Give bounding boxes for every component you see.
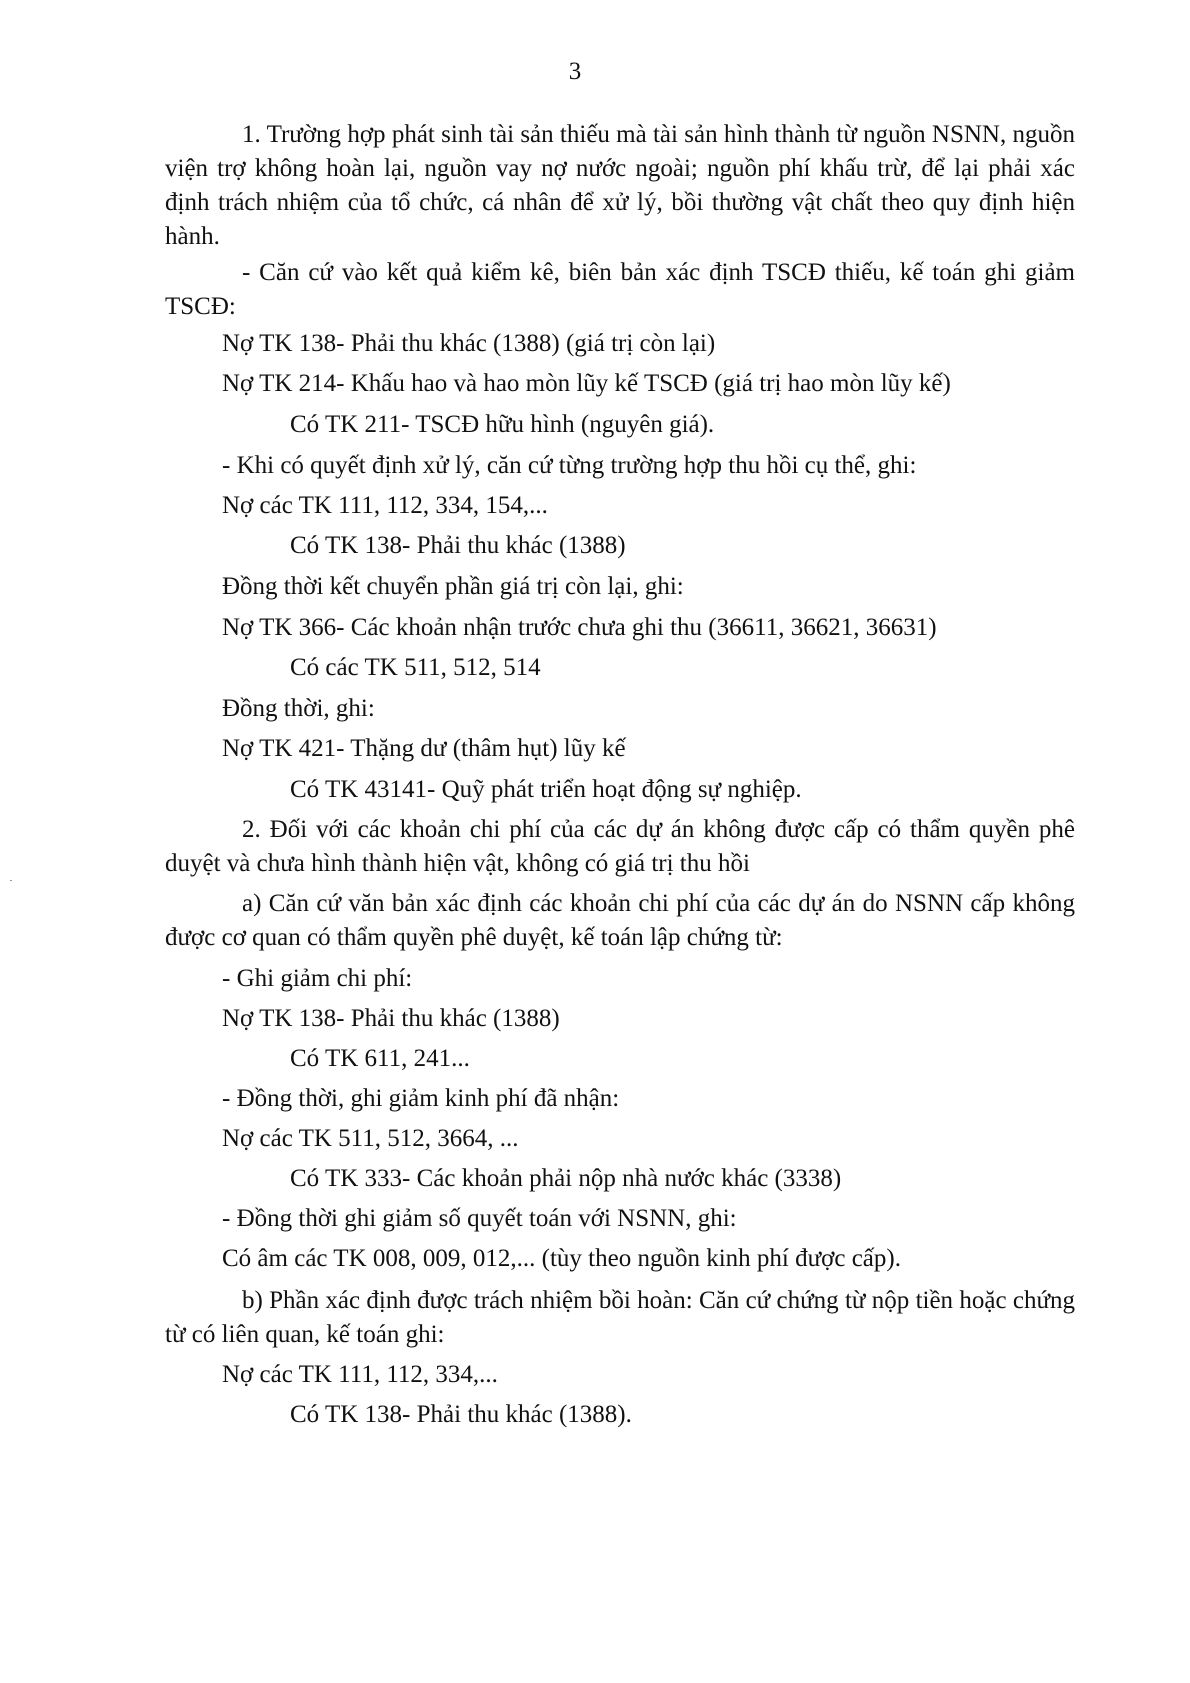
entry-debit-421: Nợ TK 421- Thặng dư (thâm hụt) lũy kế xyxy=(222,735,626,762)
text-decision-handling: - Khi có quyết định xử lý, căn cứ từng trường hợp thu hồi cụ thể, ghi: xyxy=(222,452,917,479)
entry-negative-credit-008: Có âm các TK 008, 009, 012,... (tùy theo nguồn kinh phí được cấp). xyxy=(222,1245,901,1272)
entry-debit-366: Nợ TK 366- Các khoản nhận trước chưa ghi thu (36611, 36621, 36631) xyxy=(222,614,937,641)
entry-debit-138: Nợ TK 138- Phải thu khác (1388) (giá trị còn lại) xyxy=(222,330,716,357)
entry-debit-511-512-3664: Nợ các TK 511, 512, 3664, ... xyxy=(222,1125,519,1152)
entry-debit-138-b: Nợ TK 138- Phải thu khác (1388) xyxy=(222,1005,560,1032)
entry-debit-111-112-334: Nợ các TK 111, 112, 334,... xyxy=(222,1361,498,1388)
entry-credit-138: Có TK 138- Phải thu khác (1388) xyxy=(290,532,626,559)
entry-credit-611-241: Có TK 611, 241... xyxy=(290,1045,470,1072)
entry-credit-211: Có TK 211- TSCĐ hữu hình (nguyên giá). xyxy=(290,411,715,438)
scan-speck xyxy=(10,880,12,881)
paragraph-2-unapproved-costs: 2. Đối với các khoản chi phí của các dự án không được cấp có thẩm quyền phê duyệt và chưa hình thành hiện vật, không có giá trị thu hồi xyxy=(165,816,1075,877)
text-transfer-remaining: Đồng thời kết chuyển phần giá trị còn lại, ghi: xyxy=(222,573,684,600)
paragraph-a-basis: a) Căn cứ văn bản xác định các khoản chi phí của các dự án do NSNN cấp không được cơ quan có thẩm quyền phê duyệt, kế toán lập chứng từ: xyxy=(165,890,1075,951)
text-reduce-funding: - Đồng thời, ghi giảm kinh phí đã nhận: xyxy=(222,1085,620,1112)
entry-credit-43141: Có TK 43141- Quỹ phát triển hoạt động sự nghiệp. xyxy=(290,776,802,803)
entry-debit-214: Nợ TK 214- Khấu hao và hao mòn lũy kế TSCĐ (giá trị hao mòn lũy kế) xyxy=(222,370,951,397)
entry-credit-511-512-514: Có các TK 511, 512, 514 xyxy=(290,654,541,681)
entry-debit-111-112: Nợ các TK 111, 112, 334, 154,... xyxy=(222,492,548,519)
entry-credit-333: Có TK 333- Các khoản phải nộp nhà nước khác (3338) xyxy=(290,1165,842,1192)
text-reduce-settlement: - Đồng thời ghi giảm số quyết toán với NSNN, ghi: xyxy=(222,1205,737,1232)
text-simultaneously: Đồng thời, ghi: xyxy=(222,695,375,722)
page-number: 3 xyxy=(568,58,582,85)
paragraph-b-compensation: b) Phần xác định được trách nhiệm bồi hoàn: Căn cứ chứng từ nộp tiền hoặc chứng từ có liên quan, kế toán ghi: xyxy=(165,1287,1075,1348)
paragraph-inventory-basis: - Căn cứ vào kết quả kiểm kê, biên bản xác định TSCĐ thiếu, kế toán ghi giảm TSCĐ: xyxy=(165,259,1075,320)
entry-credit-138-final: Có TK 138- Phải thu khác (1388). xyxy=(290,1401,632,1428)
text-reduce-expenses: - Ghi giảm chi phí: xyxy=(222,965,413,992)
paragraph-1-asset-shortage: 1. Trường hợp phát sinh tài sản thiếu mà tài sản hình thành từ nguồn NSNN, nguồn viện trợ không hoàn lại, nguồn vay nợ nước ngoài; nguồn phí khấu trừ, để lại phải xác định trách nhiệm của tổ chức, cá nhân để xử lý, bồi thường vật chất theo quy định hiện hành. xyxy=(165,121,1075,250)
